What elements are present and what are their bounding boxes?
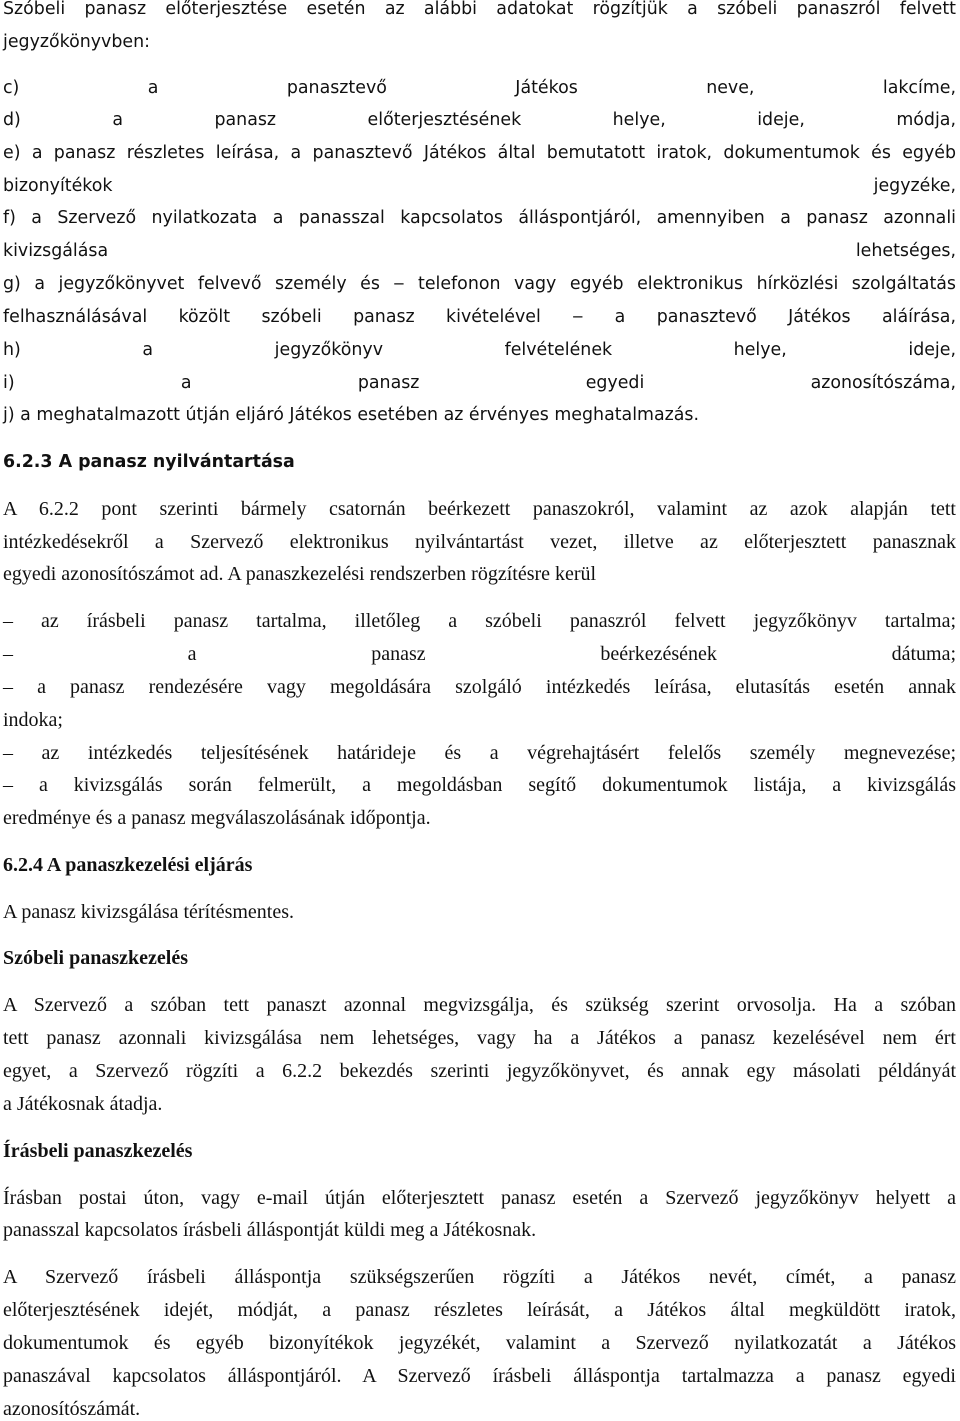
paragraph-segment: A panaszkezelési rendszerben rögzítésre kerül (227, 563, 597, 585)
paragraph-line: azonosítószámát. (3, 1398, 141, 1420)
list-item-d: d) a panasz előterjesztésének helye, ideje, módja, (3, 110, 956, 130)
list-item-f-cont: kivizsgálása lehetséges, (3, 241, 956, 261)
dash-item: ‒ az írásbeli panasz tartalma, illetőleg a szóbeli panaszról felvett jegyzőkönyv tartalma; (3, 610, 956, 632)
list-item-e-cont: bizonyítékok jegyzéke, (3, 176, 956, 196)
dash-item-cont: indoka; (3, 709, 63, 731)
list-item-f: f) a Szervező nyilatkozata a panasszal kapcsolatos álláspontjáról, amennyiben a panasz azonnali (3, 208, 956, 228)
list-item-j: j) a meghatalmazott útján eljáró Játékos esetében az érvényes meghatalmazás. (3, 405, 699, 425)
list-item-h: h) a jegyzőkönyv felvételének helye, ideje, (3, 340, 956, 360)
dash-item: ‒ a panasz beérkezésének dátuma; (3, 643, 956, 665)
intro-line: Szóbeli panasz előterjesztése esetén az alábbi adatokat rögzítjük a szóbeli panaszról felvett (3, 0, 956, 19)
list-item-e: e) a panasz részletes leírása, a panasztevő Játékos által bemutatott iratok, dokumentumok és egyéb (3, 143, 956, 163)
paragraph-line: panaszával kapcsolatos álláspontjáról. A Szervező írásbeli álláspontja tartalmazza a panasz egyedi (3, 1365, 956, 1387)
paragraph-line: intézkedésekről a Szervező elektronikus nyilvántartást vezet, illetve az előterjesztett panasznak (3, 531, 956, 553)
subheading-oral: Szóbeli panaszkezelés (3, 947, 188, 969)
paragraph-line: A panasz kivizsgálása térítésmentes. (3, 901, 295, 923)
dash-item-cont: eredménye és a panasz megválaszolásának időpontja. (3, 807, 431, 829)
paragraph-line: a Játékosnak átadja. (3, 1093, 163, 1115)
paragraph-line: A Szervező a szóban tett panaszt azonnal megvizsgálja, és szükség szerint orvosolja. Ha a szóban (3, 994, 956, 1016)
dash-item: ‒ az intézkedés teljesítésének határideje és a végrehajtásért felelős személy megnevezése; (3, 742, 956, 764)
list-item-c: c) a panasztevő Játékos neve, lakcíme, (3, 78, 956, 98)
paragraph-line: panasszal kapcsolatos írásbeli álláspontját küldi meg a Játékosnak. (3, 1219, 537, 1241)
paragraph-line: előterjesztésének idejét, módját, a panasz részletes leírását, a Játékos által megküldött iratok, (3, 1299, 956, 1321)
paragraph-line: A Szervező írásbeli álláspontja szükségszerűen rögzíti a Játékos nevét, címét, a panasz (3, 1266, 956, 1288)
section-heading-6-2-3: 6.2.3 A panasz nyilvántartása (3, 452, 295, 472)
list-item-g: g) a jegyzőkönyvet felvevő személy és ‒ telefonon vagy egyéb elektronikus hírközlési szolgáltatás (3, 274, 956, 294)
paragraph-line: dokumentumok és egyéb bizonyítékok jegyzékét, valamint a Szervező nyilatkozatát a Játékos (3, 1332, 956, 1354)
paragraph-segment: egyedi azonosítószámot ad. (3, 563, 224, 585)
paragraph-line: A 6.2.2 pont szerinti bármely csatornán beérkezett panaszokról, valamint az azok alapján tett (3, 498, 956, 520)
paragraph-line: Írásban postai úton, vagy e-mail útján előterjesztett panasz esetén a Szervező jegyzőkönyv helyett a (3, 1187, 956, 1209)
intro-line: jegyzőkönyvben: (3, 32, 150, 52)
paragraph-line: tett panasz azonnali kivizsgálása nem lehetséges, vagy ha a Játékos a panasz kezelésével nem ért (3, 1027, 956, 1049)
section-heading-6-2-4: 6.2.4 A panaszkezelési eljárás (3, 854, 253, 876)
subheading-written: Írásbeli panaszkezelés (3, 1140, 193, 1162)
list-item-g-cont: felhasználásával közölt szóbeli panasz kivételével ‒ a panasztevő Játékos aláírása, (3, 307, 956, 327)
dash-item: ‒ a kivizsgálás során felmerült, a megoldásban segítő dokumentumok listája, a kivizsgálás (3, 774, 956, 796)
paragraph-line (3, 562, 596, 586)
dash-item: ‒ a panasz rendezésére vagy megoldására szolgáló intézkedés leírása, elutasítás esetén annak (3, 676, 956, 698)
list-item-i: i) a panasz egyedi azonosítószáma, (3, 373, 956, 393)
paragraph-line: egyet, a Szervező rögzíti a 6.2.2 bekezdés szerinti jegyzőkönyvet, és annak egy másolati példányát (3, 1060, 956, 1082)
